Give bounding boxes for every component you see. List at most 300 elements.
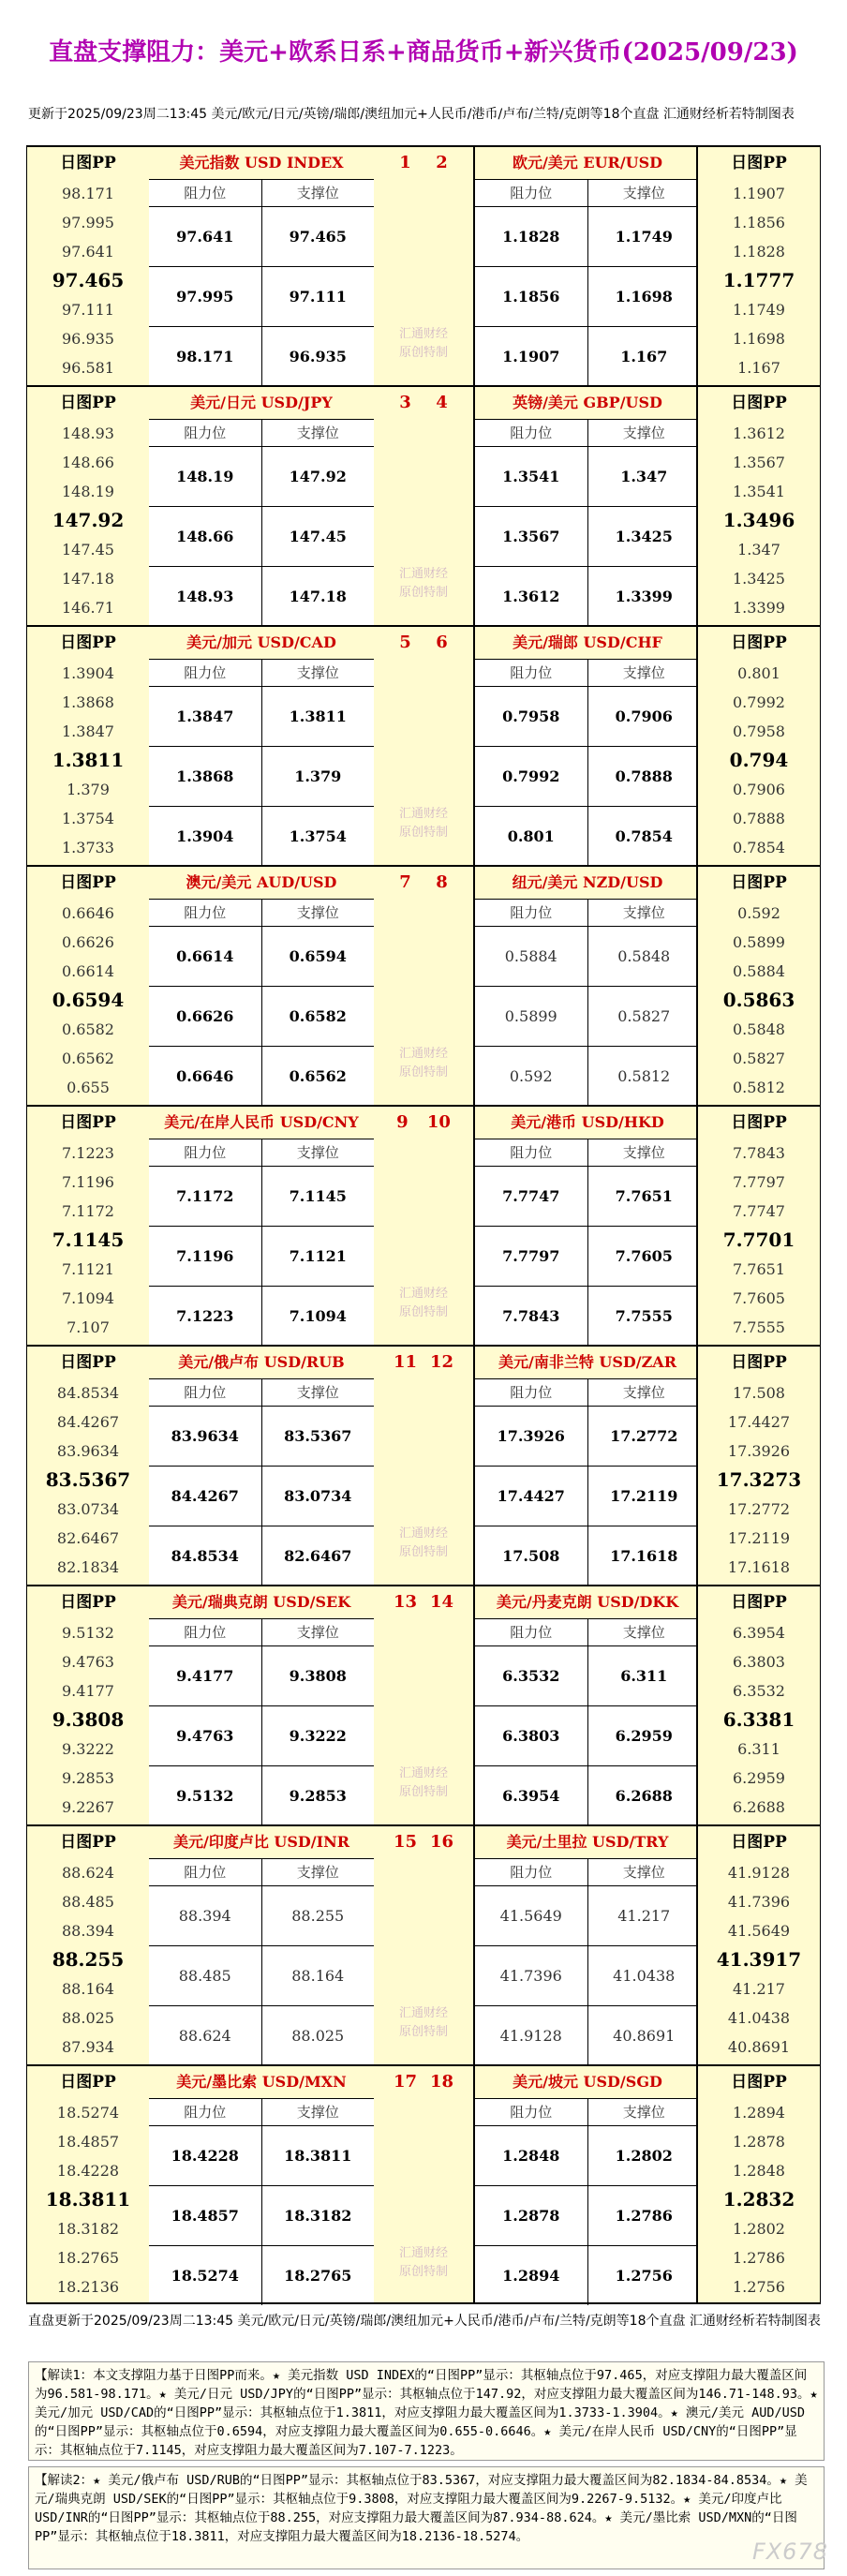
pp-level-value: 1.3868 <box>62 693 114 711</box>
level-table-right <box>473 1347 700 1585</box>
table-row <box>475 1467 700 1526</box>
center-column <box>374 147 473 385</box>
pivot-point-value: 0.5863 <box>722 989 795 1011</box>
pp-header: 日图PP <box>731 394 787 412</box>
table-row <box>475 207 700 267</box>
support-header: 支撑位 <box>622 904 665 921</box>
watermark-line: 原创特制 <box>398 1305 448 1319</box>
pair-number: 18 <box>429 2072 454 2092</box>
table-subheader <box>475 900 700 927</box>
support-value: 147.45 <box>289 528 347 545</box>
pair-number: 8 <box>436 872 448 892</box>
pp-level-value: 96.935 <box>62 330 114 348</box>
resistance-value: 7.1223 <box>149 1287 262 1346</box>
pair-name: 美元/瑞典克朗 USD/SEK <box>149 1586 374 1619</box>
pivot-point-value: 7.7701 <box>722 1228 795 1251</box>
pp-level-value: 6.3532 <box>733 1682 785 1700</box>
pair-numbers <box>374 147 473 179</box>
level-table-left <box>149 387 376 625</box>
level-table-right <box>473 1826 700 2064</box>
table-subheader <box>475 180 700 207</box>
pair-number: 15 <box>393 1832 418 1852</box>
resistance-value: 41.5649 <box>475 1886 588 1945</box>
pair-numbers <box>374 627 473 659</box>
table-row <box>149 987 374 1047</box>
table-row <box>149 747 374 807</box>
table-row <box>149 2006 374 2065</box>
resistance-value: 41.9128 <box>475 2006 588 2065</box>
support-value: 1.2756 <box>615 2267 673 2285</box>
resistance-value: 84.4267 <box>149 1467 262 1526</box>
table-row <box>149 2246 374 2305</box>
daily-pp-column-right <box>696 147 820 385</box>
table-row <box>475 1227 700 1287</box>
table-row <box>475 1047 700 1106</box>
table-row <box>475 1946 700 2006</box>
level-table-left <box>149 147 376 385</box>
pp-level-value: 0.801 <box>737 664 780 682</box>
table-row <box>475 2186 700 2246</box>
level-table-right <box>473 1586 700 1824</box>
pair-number: 2 <box>436 153 448 172</box>
pair-number: 17 <box>393 2072 418 2092</box>
table-row <box>475 1167 700 1227</box>
pp-header: 日图PP <box>731 1113 787 1132</box>
pp-level-value: 41.217 <box>733 1980 785 1998</box>
pp-level-value: 7.1223 <box>62 1144 114 1162</box>
table-row <box>149 1227 374 1287</box>
watermark-line: 原创特制 <box>398 1065 448 1080</box>
pp-level-value: 41.0438 <box>727 2009 791 2027</box>
support-header: 支撑位 <box>622 2104 665 2121</box>
pair-name: 纽元/美元 NZD/USD <box>475 867 700 900</box>
pp-level-value: 1.2848 <box>733 2162 785 2180</box>
support-header: 支撑位 <box>296 904 339 921</box>
analysis-note-2: 【解读2：★ 美元/俄卢布 USD/RUB的“日图PP”显示：其枢轴点位于83.5367，对应支撑阻力最大覆盖区间为82.1834-84.8534。★ 美元/瑞典克朗 USD/SEK的“日图PP”显示：其枢轴点位于9.3808，对应支撑阻力最大覆盖区间为9.2267-9.5132。★ 美元/印度卢比 USD/INR的“日图PP”显示：其枢轴点位于88.255，对应支撑阻力最大覆盖区间为87.934-88.624。★ 美元/墨比索 USD/MXN的“日图PP”显示：其枢轴点位于18.3811，对应支撑阻力最大覆盖区间为18.2136-18.5274。 <box>28 2466 825 2569</box>
table-row <box>475 927 700 987</box>
table-subheader <box>149 900 374 927</box>
pp-header: 日图PP <box>731 154 787 172</box>
resistance-header: 阻力位 <box>149 900 262 926</box>
pp-level-value: 0.7958 <box>733 722 785 740</box>
resistance-header: 阻力位 <box>149 1859 262 1885</box>
watermark-text <box>374 2004 473 2042</box>
resistance-value: 18.4857 <box>149 2186 262 2245</box>
pp-level-value: 9.3222 <box>62 1740 114 1758</box>
table-row <box>149 1467 374 1526</box>
pp-level-value: 88.025 <box>62 2009 114 2027</box>
support-value: 40.8691 <box>613 2027 676 2045</box>
pp-level-value: 84.4267 <box>56 1413 120 1431</box>
pair-number: 5 <box>399 633 411 652</box>
level-table-left <box>149 627 376 865</box>
level-table-left <box>149 867 376 1105</box>
support-value: 9.2853 <box>289 1787 347 1805</box>
resistance-header: 阻力位 <box>475 180 588 206</box>
pair-number: 16 <box>429 1832 454 1852</box>
watermark-text <box>374 2244 473 2282</box>
resistance-value: 88.394 <box>149 1886 262 1945</box>
resistance-value: 7.1172 <box>149 1167 262 1226</box>
support-value: 17.2772 <box>610 1427 678 1445</box>
support-value: 88.025 <box>291 2027 345 2045</box>
table-row <box>475 327 700 386</box>
pp-level-value: 88.394 <box>62 1922 114 1940</box>
support-value: 6.2688 <box>615 1787 673 1805</box>
resistance-header: 阻力位 <box>475 1859 588 1885</box>
watermark-text <box>374 1045 473 1082</box>
support-value: 7.7651 <box>615 1187 673 1205</box>
table-row <box>149 807 374 866</box>
pp-level-value: 0.6626 <box>62 933 114 951</box>
pivot-point-value: 88.255 <box>52 1948 125 1971</box>
support-value: 1.1698 <box>615 288 673 305</box>
pair-name: 美元/瑞郎 USD/CHF <box>475 627 700 660</box>
pair-block <box>26 625 821 865</box>
support-value: 1.379 <box>294 767 342 785</box>
pp-header: 日图PP <box>60 1353 116 1372</box>
support-header: 支撑位 <box>622 664 665 681</box>
support-value: 6.311 <box>620 1667 668 1685</box>
watermark-text <box>374 1764 473 1802</box>
pp-level-value: 1.347 <box>737 541 780 558</box>
pp-level-value: 7.7843 <box>733 1144 785 1162</box>
pp-level-value: 0.6562 <box>62 1050 114 1067</box>
pair-name: 美元/墨比索 USD/MXN <box>149 2066 374 2099</box>
watermark-line: 原创特制 <box>398 826 448 840</box>
level-table-right <box>473 387 700 625</box>
pivot-point-value: 1.1777 <box>722 269 795 291</box>
pair-number: 10 <box>426 1112 451 1132</box>
pp-level-value: 97.111 <box>62 301 114 319</box>
pp-level-value: 7.1172 <box>62 1202 114 1220</box>
pp-level-value: 1.3612 <box>733 424 785 442</box>
fx678-logo: FX678 <box>751 2539 828 2565</box>
level-table-right <box>473 2066 700 2302</box>
table-subheader <box>149 660 374 687</box>
support-value: 7.1121 <box>289 1247 347 1265</box>
resistance-header: 阻力位 <box>149 180 262 206</box>
pp-level-value: 7.1094 <box>62 1289 114 1307</box>
watermark-text <box>374 325 473 363</box>
resistance-value: 148.93 <box>149 567 262 626</box>
center-column <box>374 1826 473 2064</box>
resistance-value: 1.3868 <box>149 747 262 806</box>
support-value: 0.7854 <box>615 827 673 845</box>
level-table-right <box>473 147 700 385</box>
resistance-value: 1.3904 <box>149 807 262 866</box>
support-value: 7.7605 <box>615 1247 673 1265</box>
support-header: 支撑位 <box>296 664 339 681</box>
pair-block <box>26 1105 821 1345</box>
support-header: 支撑位 <box>296 2104 339 2121</box>
pivot-point-value: 6.3381 <box>722 1708 795 1731</box>
pp-level-value: 0.6582 <box>62 1020 114 1038</box>
table-subheader <box>475 1139 700 1167</box>
resistance-value: 1.1907 <box>475 327 588 386</box>
pp-level-value: 9.5132 <box>62 1624 114 1642</box>
table-row <box>475 1407 700 1467</box>
support-value: 0.5848 <box>617 947 671 965</box>
support-header: 支撑位 <box>622 1384 665 1401</box>
pp-level-value: 18.3182 <box>56 2220 120 2238</box>
support-value: 9.3222 <box>289 1727 347 1745</box>
pp-header: 日图PP <box>60 873 116 892</box>
pair-blocks <box>26 145 821 2304</box>
pp-level-value: 0.7854 <box>733 839 785 856</box>
pp-level-value: 96.581 <box>62 359 114 377</box>
pair-numbers <box>374 387 473 419</box>
daily-pp-column-left <box>27 2066 151 2302</box>
resistance-value: 1.3612 <box>475 567 588 626</box>
support-value: 1.3811 <box>289 707 347 725</box>
support-value: 1.2786 <box>615 2207 673 2225</box>
watermark-line: 汇通财经 <box>398 1047 448 1061</box>
resistance-value: 7.7747 <box>475 1167 588 1226</box>
pivot-point-value: 1.2832 <box>722 2188 795 2211</box>
level-table-left <box>149 1107 376 1345</box>
pivot-point-value: 1.3496 <box>722 509 795 531</box>
table-row <box>475 507 700 567</box>
support-header: 支撑位 <box>622 1144 665 1161</box>
resistance-header: 阻力位 <box>475 2099 588 2125</box>
pp-header: 日图PP <box>731 633 787 652</box>
table-row <box>149 1407 374 1467</box>
support-value: 0.7906 <box>615 707 673 725</box>
resistance-value: 0.592 <box>475 1047 588 1106</box>
support-value: 147.18 <box>289 588 347 605</box>
resistance-value: 1.1856 <box>475 267 588 326</box>
resistance-value: 0.5884 <box>475 927 588 986</box>
watermark-line: 原创特制 <box>398 2025 448 2039</box>
center-column <box>374 1586 473 1824</box>
pivot-point-value: 1.3811 <box>52 749 125 771</box>
pp-level-value: 0.5827 <box>733 1050 785 1067</box>
support-value: 7.1094 <box>289 1307 347 1325</box>
pp-level-value: 148.93 <box>62 424 114 442</box>
table-row <box>475 1646 700 1706</box>
pp-level-value: 0.7992 <box>733 693 785 711</box>
pair-block <box>26 385 821 625</box>
pp-level-value: 97.641 <box>62 243 114 261</box>
daily-pp-column-left <box>27 1826 151 2064</box>
pp-level-value: 7.107 <box>67 1318 110 1336</box>
table-row <box>475 1526 700 1586</box>
pivot-point-value: 147.92 <box>52 509 125 531</box>
resistance-value: 1.3541 <box>475 447 588 506</box>
pp-level-value: 9.4177 <box>62 1682 114 1700</box>
resistance-header: 阻力位 <box>149 1619 262 1645</box>
pp-level-value: 6.311 <box>737 1740 780 1758</box>
pp-level-value: 17.3926 <box>727 1442 791 1460</box>
pp-level-value: 41.9128 <box>727 1864 791 1882</box>
pp-level-value: 83.9634 <box>56 1442 120 1460</box>
watermark-line: 汇通财经 <box>398 1766 448 1780</box>
pair-numbers <box>374 1826 473 1858</box>
pp-level-value: 7.1121 <box>62 1260 114 1278</box>
pp-level-value: 7.7797 <box>733 1173 785 1191</box>
pp-level-value: 17.2772 <box>727 1500 791 1518</box>
resistance-value: 0.6626 <box>149 987 262 1046</box>
pp-level-value: 1.1907 <box>733 185 785 202</box>
pair-block <box>26 1585 821 1824</box>
pair-number: 14 <box>429 1592 454 1612</box>
pp-level-value: 41.5649 <box>727 1922 791 1940</box>
support-value: 88.255 <box>291 1907 345 1925</box>
pp-level-value: 1.167 <box>737 359 780 377</box>
pp-level-value: 18.2136 <box>56 2278 120 2296</box>
support-value: 1.3399 <box>615 588 673 605</box>
table-row <box>475 2126 700 2186</box>
pivot-point-value: 18.3811 <box>45 2188 131 2211</box>
pp-level-value: 1.2894 <box>733 2104 785 2122</box>
table-row <box>475 567 700 626</box>
table-subheader <box>149 420 374 447</box>
pair-numbers <box>374 867 473 899</box>
center-column <box>374 1107 473 1345</box>
support-value: 1.2802 <box>615 2147 673 2165</box>
support-value: 1.3425 <box>615 528 673 545</box>
pair-number: 7 <box>399 872 411 892</box>
table-row <box>149 327 374 386</box>
pivot-point-value: 41.3917 <box>716 1948 802 1971</box>
pp-header: 日图PP <box>60 1113 116 1132</box>
daily-pp-column-right <box>696 1586 820 1824</box>
resistance-value: 6.3532 <box>475 1646 588 1705</box>
resistance-header: 阻力位 <box>475 1379 588 1406</box>
pp-level-value: 1.2878 <box>733 2133 785 2151</box>
pair-name: 美元/港币 USD/HKD <box>475 1107 700 1139</box>
pivot-point-value: 7.1145 <box>52 1228 125 1251</box>
table-row <box>475 807 700 866</box>
pair-name: 美元/印度卢比 USD/INR <box>149 1826 374 1859</box>
watermark-text <box>374 805 473 842</box>
level-table-left <box>149 1826 376 2064</box>
pp-level-value: 18.2765 <box>56 2249 120 2267</box>
pair-name: 美元/俄卢布 USD/RUB <box>149 1347 374 1379</box>
pair-number: 4 <box>436 393 448 412</box>
watermark-line: 汇通财经 <box>398 327 448 341</box>
pp-level-value: 1.3733 <box>62 839 114 856</box>
resistance-value: 0.801 <box>475 807 588 866</box>
support-header: 支撑位 <box>296 1864 339 1881</box>
resistance-value: 88.624 <box>149 2006 262 2065</box>
table-row <box>149 1646 374 1706</box>
watermark-line: 汇通财经 <box>398 807 448 821</box>
pair-name: 英镑/美元 GBP/USD <box>475 387 700 420</box>
pp-header: 日图PP <box>60 1593 116 1612</box>
level-table-left <box>149 2066 376 2302</box>
support-value: 1.1749 <box>615 228 673 246</box>
pp-level-value: 17.1618 <box>727 1558 791 1576</box>
pair-numbers <box>374 2066 473 2098</box>
table-row <box>149 1167 374 1227</box>
pp-level-value: 7.7605 <box>733 1289 785 1307</box>
pair-number: 6 <box>436 633 448 652</box>
analysis-note-1: 【解读1：本文支撑阻力基于日图PP而来。★ 美元指数 USD INDEX的“日图PP”显示：其枢轴点位于97.465，对应支撑阻力最大覆盖区间为96.581-98.171。★ 美元/日元 USD/JPY的“日图PP”显示：其枢轴点位于147.92，对应支撑阻力最大覆盖区间为146.71-148.93。★ 美元/加元 USD/CAD的“日图PP”显示：其枢轴点位于1.3811，对应支撑阻力最大覆盖区间为1.3733-1.3904。★ 澳元/美元 AUD/USD的“日图PP”显示：其枢轴点位于0.6594，对应支撑阻力最大覆盖区间为0.655-0.6646。★ 美元/在岸人民币 USD/CNY的“日图PP”显示：其枢轴点位于7.1145，对应支撑阻力最大覆盖区间为7.107-7.1223。 <box>28 2361 825 2461</box>
table-row <box>149 1706 374 1766</box>
center-column <box>374 2066 473 2302</box>
pp-level-value: 1.3754 <box>62 810 114 827</box>
resistance-value: 88.485 <box>149 1946 262 2005</box>
pp-level-value: 0.5899 <box>733 933 785 951</box>
pair-block <box>26 145 821 385</box>
resistance-value: 9.5132 <box>149 1766 262 1825</box>
resistance-value: 18.5274 <box>149 2246 262 2305</box>
table-subheader <box>149 1619 374 1646</box>
pp-level-value: 1.1749 <box>733 301 785 319</box>
pp-level-value: 0.5812 <box>733 1079 785 1096</box>
table-row <box>475 687 700 747</box>
support-header: 支撑位 <box>296 185 339 201</box>
watermark-text <box>374 1285 473 1322</box>
pp-level-value: 0.592 <box>737 904 780 922</box>
table-subheader <box>475 420 700 447</box>
pair-number: 3 <box>399 393 411 412</box>
watermark-line: 汇通财经 <box>398 567 448 581</box>
pp-level-value: 7.1196 <box>62 1173 114 1191</box>
pp-header: 日图PP <box>60 1833 116 1852</box>
pp-level-value: 1.3399 <box>733 599 785 617</box>
daily-pp-column-left <box>27 627 151 865</box>
pair-block <box>26 865 821 1105</box>
resistance-header: 阻力位 <box>475 420 588 446</box>
pair-name: 美元/丹麦克朗 USD/DKK <box>475 1586 700 1619</box>
resistance-value: 83.9634 <box>149 1407 262 1466</box>
table-subheader <box>149 1859 374 1886</box>
pp-level-value: 17.4427 <box>727 1413 791 1431</box>
pp-level-value: 98.171 <box>62 185 114 202</box>
table-row <box>149 687 374 747</box>
table-row <box>149 507 374 567</box>
support-value: 1.3754 <box>289 827 347 845</box>
pivot-point-value: 83.5367 <box>45 1468 131 1491</box>
pp-header: 日图PP <box>60 154 116 172</box>
support-value: 96.935 <box>289 348 347 365</box>
pp-level-value: 0.6614 <box>62 962 114 980</box>
table-row <box>149 1946 374 2006</box>
pair-name: 澳元/美元 AUD/USD <box>149 867 374 900</box>
pair-numbers <box>374 1586 473 1618</box>
pp-level-value: 148.66 <box>62 454 114 471</box>
watermark-line: 原创特制 <box>398 346 448 360</box>
resistance-value: 0.7958 <box>475 687 588 746</box>
support-header: 支撑位 <box>622 185 665 201</box>
resistance-value: 1.3847 <box>149 687 262 746</box>
pair-name: 美元/南非兰特 USD/ZAR <box>475 1347 700 1379</box>
pair-name: 美元指数 USD INDEX <box>149 147 374 180</box>
support-value: 7.1145 <box>289 1187 347 1205</box>
pp-level-value: 88.164 <box>62 1980 114 1998</box>
level-table-right <box>473 867 700 1105</box>
pp-level-value: 0.6646 <box>62 904 114 922</box>
pp-level-value: 1.3847 <box>62 722 114 740</box>
pp-header: 日图PP <box>731 2073 787 2092</box>
table-row <box>475 1287 700 1346</box>
pp-level-value: 1.1856 <box>733 214 785 231</box>
resistance-value: 17.4427 <box>475 1467 588 1526</box>
resistance-value: 0.6646 <box>149 1047 262 1106</box>
resistance-value: 6.3803 <box>475 1706 588 1765</box>
support-value: 18.3811 <box>284 2147 352 2165</box>
level-table-left <box>149 1586 376 1824</box>
pivot-point-value: 9.3808 <box>52 1708 125 1731</box>
resistance-value: 0.7992 <box>475 747 588 806</box>
table-subheader <box>475 660 700 687</box>
resistance-header: 阻力位 <box>149 1379 262 1406</box>
pp-level-value: 7.7555 <box>733 1318 785 1336</box>
resistance-header: 阻力位 <box>475 1619 588 1645</box>
